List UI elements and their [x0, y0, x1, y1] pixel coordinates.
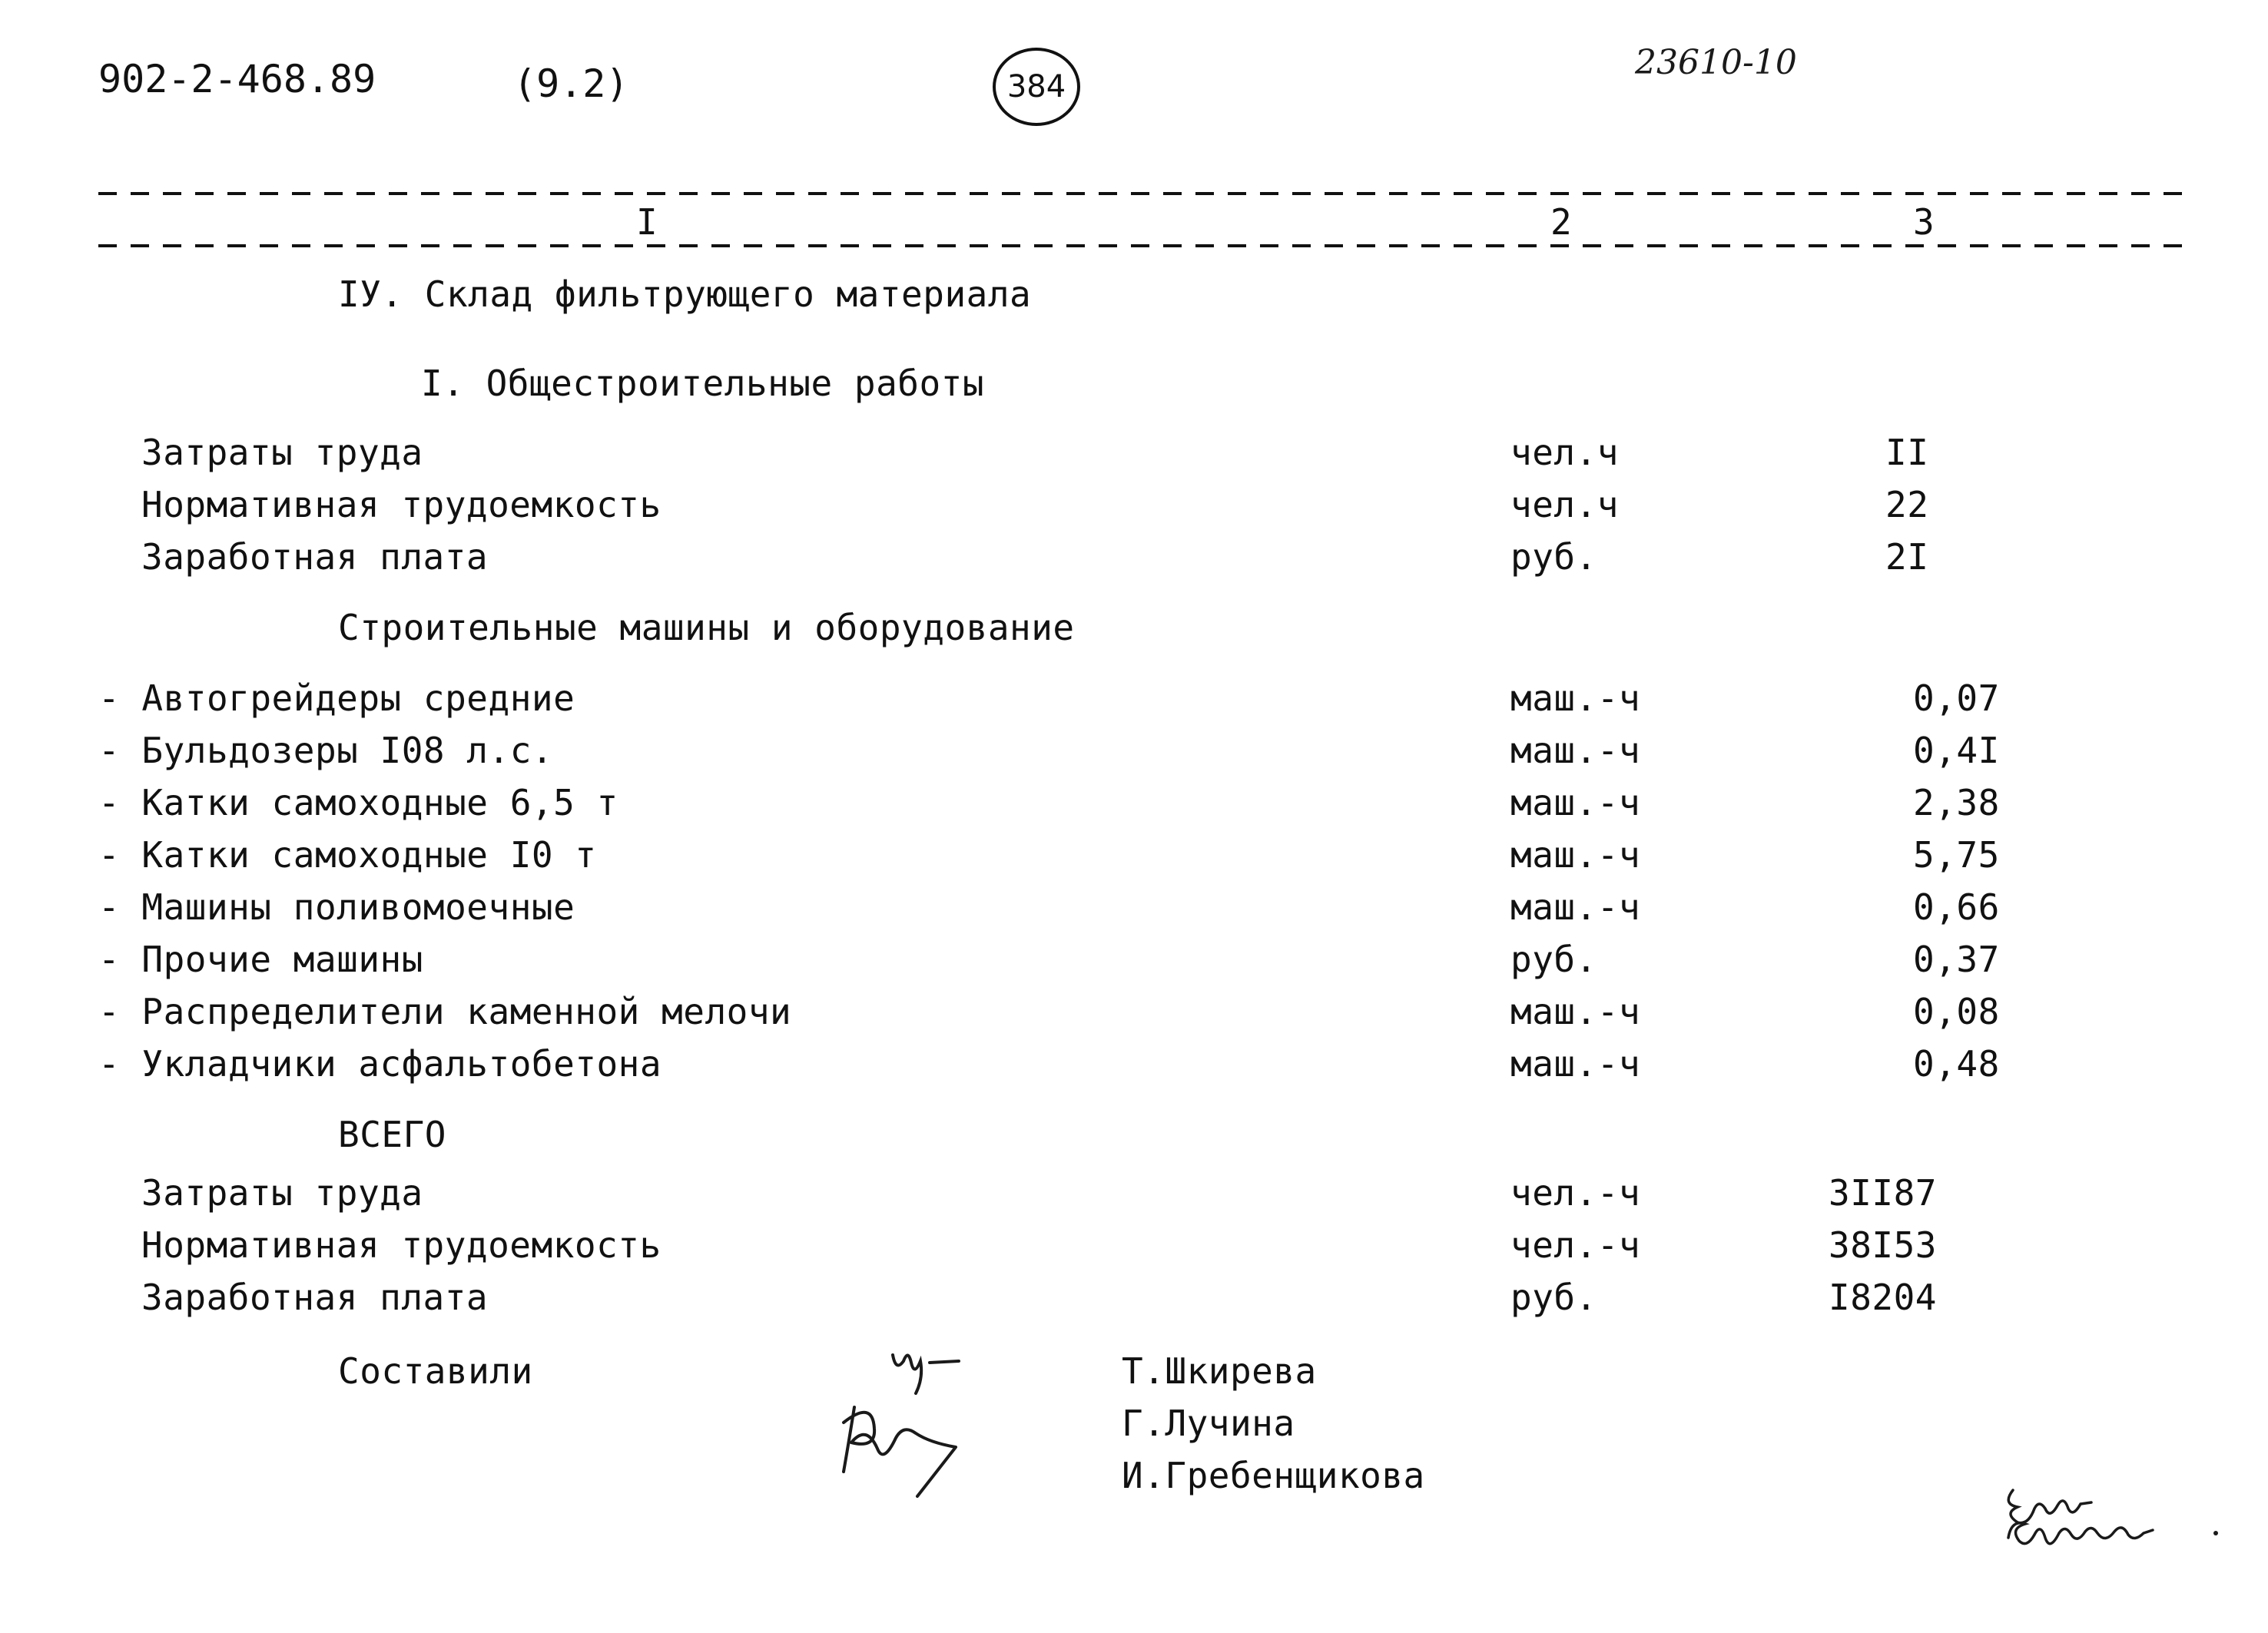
labor-row-value: II — [1885, 432, 1929, 473]
document-code: 902-2-468.89 — [98, 57, 376, 101]
total-row-value: I8204 — [1829, 1277, 1937, 1318]
total-row-name: Заработная плата — [141, 1277, 489, 1318]
column-header-3: 3 — [1913, 201, 1935, 243]
machine-row-name: - Укладчики асфальтобетона — [98, 1043, 662, 1085]
machine-row-value: 0,08 — [1913, 991, 2000, 1032]
machine-row-unit: маш.-ч — [1510, 886, 1641, 928]
labor-row-name: Затраты труда — [141, 432, 423, 473]
labor-row-value: 2I — [1885, 536, 1929, 578]
machine-row-unit: руб. — [1510, 939, 1597, 980]
machine-row-name: - Автогрейдеры средние — [98, 677, 575, 719]
labor-row-unit: чел.ч — [1510, 484, 1619, 525]
page-number: 384 — [1006, 69, 1066, 104]
machine-row-value: 0,66 — [1913, 886, 2000, 928]
header-rule-top — [98, 192, 2188, 195]
machine-row-name: - Машины поливомоечные — [98, 886, 575, 928]
section-title: IУ. Склад фильтрующего материала — [338, 273, 1032, 315]
compiler-name: И.Гребенщикова — [1122, 1455, 1425, 1496]
column-header-1: I — [636, 201, 658, 243]
compiler-name: Т.Шкирева — [1122, 1350, 1317, 1392]
total-row-value: 38I53 — [1829, 1224, 1937, 1266]
machine-row-value: 0,07 — [1913, 677, 2000, 719]
subsection-title: I. Общестроительные работы — [421, 363, 985, 404]
compiler-name: Г.Лучина — [1122, 1403, 1295, 1444]
machine-row-unit: маш.-ч — [1510, 834, 1641, 876]
machine-row-unit: маш.-ч — [1510, 782, 1641, 823]
machine-row-value: 0,4I — [1913, 730, 2000, 771]
machine-row-unit: маш.-ч — [1510, 991, 1641, 1032]
column-header-2: 2 — [1550, 201, 1573, 243]
machine-row-value: 5,75 — [1913, 834, 2000, 876]
machine-row-unit: маш.-ч — [1510, 1043, 1641, 1085]
compilers-label: Составили — [338, 1350, 533, 1392]
machine-row-name: - Катки самоходные I0 т — [98, 834, 597, 876]
labor-row-name: Нормативная трудоемкость — [141, 484, 662, 525]
labor-row-value: 22 — [1885, 484, 1929, 525]
header-rule-bottom — [98, 244, 2188, 247]
machine-row-unit: маш.-ч — [1510, 730, 1641, 771]
machine-row-value: 0,37 — [1913, 939, 2000, 980]
total-row-unit: чел.-ч — [1510, 1224, 1641, 1266]
machine-row-value: 0,48 — [1913, 1043, 2000, 1085]
total-row-name: Нормативная трудоемкость — [141, 1224, 662, 1266]
page-number-stamp — [993, 48, 1080, 126]
total-row-name: Затраты труда — [141, 1172, 423, 1214]
approval-signature — [1998, 1475, 2228, 1590]
machine-row-unit: маш.-ч — [1510, 677, 1641, 719]
machine-row-name: - Распределители каменной мелочи — [98, 991, 792, 1032]
total-row-unit: чел.-ч — [1510, 1172, 1641, 1214]
labor-row-name: Заработная плата — [141, 536, 489, 578]
machine-row-name: - Катки самоходные 6,5 т — [98, 782, 618, 823]
machine-row-name: - Прочие машины — [98, 939, 423, 980]
total-title: ВСЕГО — [338, 1114, 446, 1155]
sheet-number: (9.2) — [513, 61, 629, 106]
machines-title: Строительные машины и оборудование — [338, 607, 1075, 648]
labor-row-unit: руб. — [1510, 536, 1597, 578]
compiler-signatures — [822, 1337, 1006, 1505]
total-row-value: 3II87 — [1829, 1172, 1937, 1214]
machine-row-value: 2,38 — [1913, 782, 2000, 823]
total-row-unit: руб. — [1510, 1277, 1597, 1318]
inventory-number: 23610-10 — [1635, 43, 1797, 82]
labor-row-unit: чел.ч — [1510, 432, 1619, 473]
machine-row-name: - Бульдозеры I08 л.с. — [98, 730, 554, 771]
